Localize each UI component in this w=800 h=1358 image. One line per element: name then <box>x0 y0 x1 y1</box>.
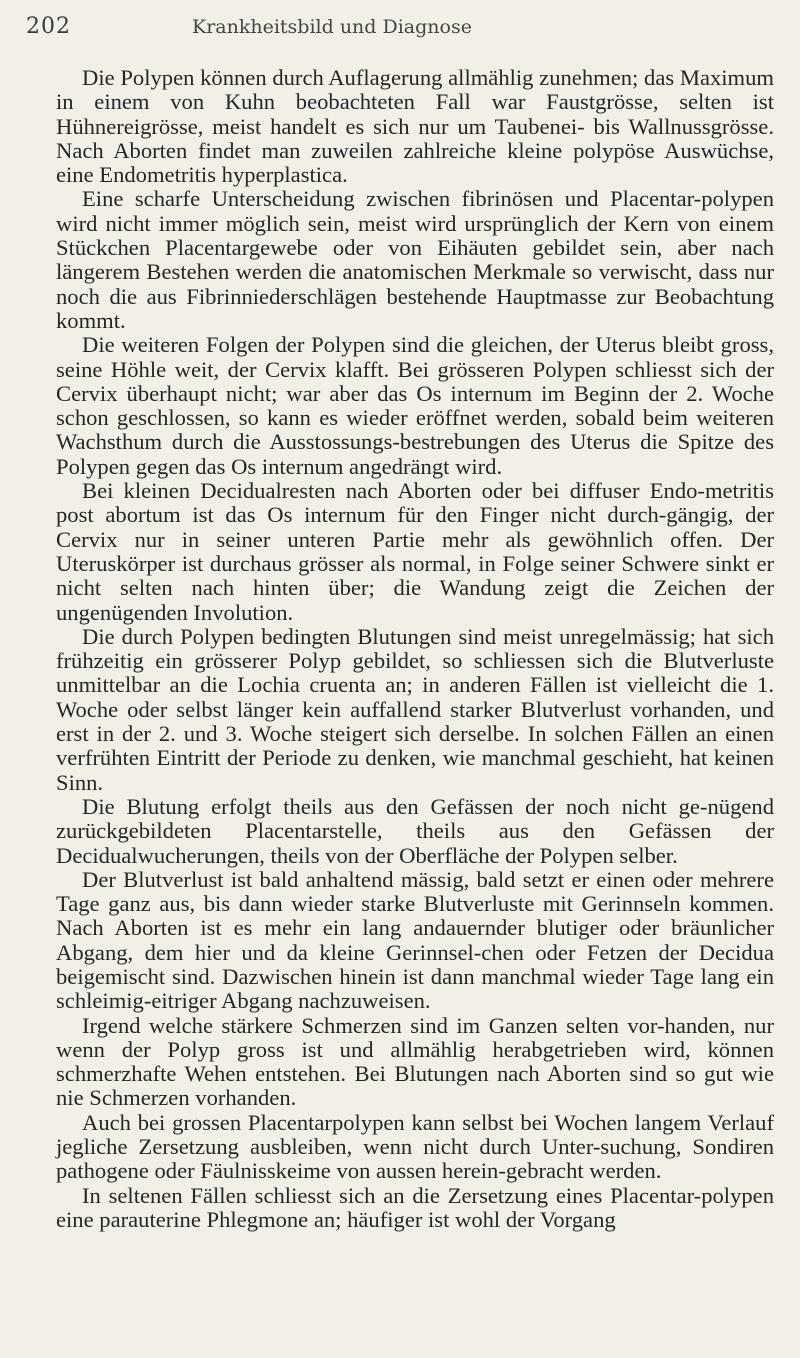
paragraph: Die Polypen können durch Auflagerung allmählig zunehmen; das Maximum in einem von Kuhn beobachteten Fall war Faustgrösse, selten ist Hühnereigrösse, meist handelt es sich nur um Taubenei- bis Wallnussgrösse. Nach Aborten findet man zuweilen zahlreiche kleine polypöse Auswüchse, eine Endometritis hyperplastica. <box>56 65 774 188</box>
paragraph: Die Blutung erfolgt theils aus den Gefässen der noch nicht ge-nügend zurückgebildeten Placentarstelle, theils aus den Gefässen der Decidualwucherungen, theils von der Oberfläche der Polypen selber. <box>56 793 774 868</box>
paragraph: Die weiteren Folgen der Polypen sind die gleichen, der Uterus bleibt gross, seine Höhle weit, der Cervix klafft. Bei grösseren Polypen schliesst sich der Cervix überhaupt nicht; war aber das Os internum im Beginn der 2. Woche schon geschlossen, so kann es wieder eröffnet werden, sobald beim weiteren Wachsthum durch die Ausstossungs-bestrebungen des Uterus die Spitze des Polypen gegen das Os internum angedrängt wird. <box>56 332 774 479</box>
running-head <box>26 14 766 44</box>
paragraph: Bei kleinen Decidualresten nach Aborten oder bei diffuser Endo-metritis post abortum ist das Os internum für den Finger nicht durch-gängig, der Cervix nur in seiner unteren Partie mehr als gewöhnlich offen. Der Uteruskörper ist durchaus grösser als normal, in Folge seiner Schwere sinkt er nicht selten nach hinten über; die Wandung zeigt die Zeichen der ungenügenden Involution. <box>56 478 774 625</box>
paragraph: Auch bei grossen Placentarpolypen kann selbst bei Wochen langem Verlauf jegliche Zersetzung ausbleiben, wenn nicht durch Unter-suchung, Sondiren pathogene oder Fäulnisskeime von aussen herein-gebracht werden. <box>56 1109 774 1184</box>
body-text <box>56 66 774 1232</box>
running-title: Krankheitsbild und Diagnose <box>192 16 472 38</box>
paragraph: Die durch Polypen bedingten Blutungen sind meist unregelmässig; hat sich frühzeitig ein grösserer Polyp gebildet, so schliessen sich die Blutverluste unmittelbar an die Lochia cruenta an; in anderen Fällen ist vielleicht die 1. Woche oder selbst länger kein auffallend starker Blutverlust vorhanden, und erst in der 2. und 3. Woche steigert sich derselbe. In solchen Fällen an einen verfrühten Eintritt der Periode zu denken, wie manchmal geschieht, hat keinen Sinn. <box>56 623 774 795</box>
paragraph: Der Blutverlust ist bald anhaltend mässig, bald setzt er einen oder mehrere Tage ganz aus, bis dann wieder starke Blutverluste mit Gerinnseln kommen. Nach Aborten ist es mehr ein lang andauernder blutiger oder bräunlicher Abgang, dem hier und da kleine Gerinnsel-chen oder Fetzen der Decidua beigemischt sind. Dazwischen hinein ist dann manchmal wieder Tage lang ein schleimig-eitriger Abgang nachzuweisen. <box>56 866 774 1014</box>
page-number: 202 <box>26 14 71 39</box>
paragraph: In seltenen Fällen schliesst sich an die Zersetzung eines Placentar-polypen eine parauterine Phlegmone an; häufiger ist wohl der Vorgang <box>56 1182 774 1232</box>
paragraph: Eine scharfe Unterscheidung zwischen fibrinösen und Placentar-polypen wird nicht immer möglich sein, meist wird ursprünglich der Kern von einem Stückchen Placentargewebe oder von Eihäuten gebildet sein, aber nach längerem Bestehen werden die anatomischen Merkmale so verwischt, dass nur noch die aus Fibrinniederschlägen bestehende Hauptmasse zur Beobachtung kommt. <box>56 186 774 333</box>
paragraph: Irgend welche stärkere Schmerzen sind im Ganzen selten vor-handen, nur wenn der Polyp gross ist und allmählig herabgetrieben wird, können schmerzhafte Wehen entstehen. Bei Blutungen nach Aborten sind so gut wie nie Schmerzen vorhanden. <box>56 1012 774 1111</box>
